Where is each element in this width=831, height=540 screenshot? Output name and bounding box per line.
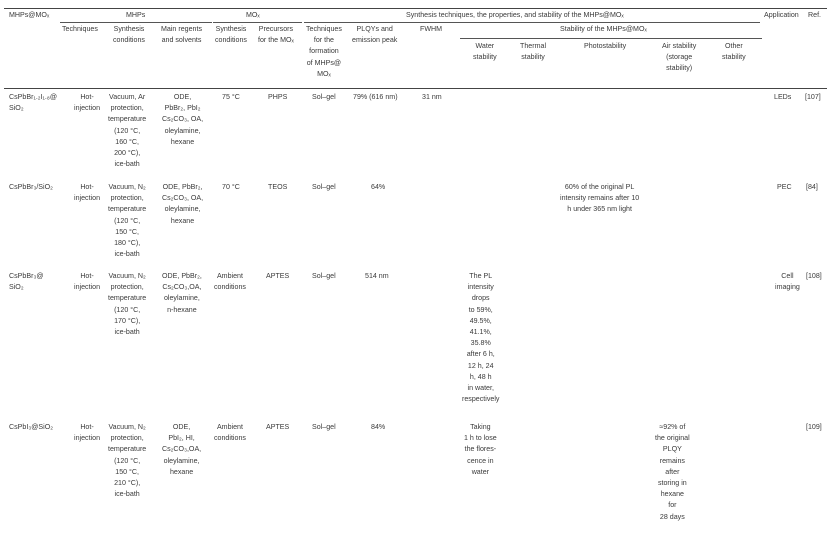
- header-formation-techniques: Techniques for the formation of MHPs@ MOₓ: [306, 25, 342, 78]
- header-photostability: Photostability: [584, 42, 627, 50]
- row-1-fwhm: 31 nm: [422, 93, 442, 101]
- row-1-technique: Hot- injection: [74, 93, 101, 113]
- row-2-mox-conditions: 70 °C: [222, 183, 240, 191]
- row-3-mox-conditions: Ambient conditions: [214, 272, 246, 292]
- row-4-precursor: APTES: [266, 423, 290, 431]
- row-1-conditions: Vacuum, Ar protection, temperature (120 °C, 160 °C, 200 °C), ice-bath: [108, 93, 147, 169]
- row-1-formation: Sol–gel: [312, 93, 336, 101]
- row-1-mox-conditions: 75 °C: [222, 93, 240, 101]
- row-3-conditions: Vacuum, N₂ protection, temperature (120 °C, 170 °C), ice-bath: [108, 272, 147, 337]
- row-3-ref: [108]: [806, 272, 822, 280]
- header-plqys: PLQYs and emission peak: [352, 25, 398, 45]
- row-3-composite: CsPbBr₃@ SiO₂: [9, 272, 44, 292]
- row-1-composite: CsPbBr₁.₂I₁.₈@ SiO₂: [9, 93, 58, 113]
- row-4-technique: Hot- injection: [74, 423, 101, 443]
- row-2-formation: Sol–gel: [312, 183, 336, 191]
- group-rule-mox: [213, 22, 302, 23]
- header-techniques: Techniques: [62, 25, 98, 33]
- header-air-stability: Air stability (storage stability): [662, 42, 697, 73]
- row-2-composite: CsPbBr₃/SiO₂: [9, 183, 53, 191]
- row-3-precursor: APTES: [266, 272, 290, 280]
- header-main-regents: Main regents and solvents: [161, 25, 203, 45]
- row-3-formation: Sol–gel: [312, 272, 336, 280]
- row-4-ref: [109]: [806, 423, 822, 431]
- row-4-water-stability: Taking 1 h to lose the flores- cence in water: [464, 423, 497, 476]
- header-mhps: MHPs: [126, 11, 146, 19]
- row-4-composite: CsPbI₃@SiO₂: [9, 423, 53, 431]
- row-1-ref: [107]: [805, 93, 821, 101]
- row-2-ref: [84]: [806, 183, 818, 191]
- row-2-conditions: Vacuum, N₂ protection, temperature (120 °C, 150 °C, 180 °C), ice-bath: [108, 183, 147, 259]
- header-composite: MHPs@MOₓ: [9, 11, 50, 19]
- row-3-plqy: 514 nm: [365, 272, 389, 280]
- row-2-technique: Hot- injection: [74, 183, 101, 203]
- header-fwhm: FWHM: [420, 25, 443, 33]
- row-2-regents: ODE, PbBr₂, Cs₂CO₃, OA, oleylamine, hexane: [162, 183, 204, 225]
- header-ref: Ref.: [808, 11, 822, 19]
- group-rule-stability: [460, 38, 762, 39]
- group-rule-synthesis: [304, 22, 760, 23]
- group-rule-mhps: [60, 22, 212, 23]
- header-synthesis-conditions: Synthesis conditions: [113, 25, 145, 45]
- header-water-stability: Water stability: [473, 42, 497, 62]
- row-4-formation: Sol–gel: [312, 423, 336, 431]
- row-2-application: PEC: [777, 183, 792, 191]
- row-4-conditions: Vacuum, N₂ protection, temperature (120 °C, 150 °C, 210 °C), ice-bath: [108, 423, 147, 499]
- header-mox-synthesis-conditions: Synthesis conditions: [215, 25, 247, 45]
- header-other-stability: Other stability: [722, 42, 746, 62]
- row-1-plqy: 79% (616 nm): [353, 93, 398, 101]
- row-1-regents: ODE, PbBr₂, PbI₂ Cs₂CO₃, OA, oleylamine, hexane: [162, 93, 204, 146]
- row-2-photostability: 60% of the original PL intensity remains after 10 h under 365 nm light: [560, 183, 640, 214]
- row-1-application: LEDs: [774, 93, 792, 101]
- header-stability-group: Stability of the MHPs@MOₓ: [560, 25, 647, 33]
- row-3-technique: Hot- injection: [74, 272, 101, 292]
- row-4-mox-conditions: Ambient conditions: [214, 423, 246, 443]
- row-4-plqy: 84%: [371, 423, 386, 431]
- row-4-air-stability: ≈92% of the original PLQY remains after storing in hexane for 28 days: [655, 423, 690, 521]
- header-synthesis: Synthesis techniques, the properties, and stability of the MHPs@MOₓ: [406, 11, 624, 19]
- row-3-regents: ODE, PbBr₂, Cs₂CO₃,OA, oleylamine, n-hexane: [162, 272, 202, 314]
- row-2-precursor: TEOS: [268, 183, 288, 191]
- row-1-precursor: PHPS: [268, 93, 288, 101]
- top-rule: [4, 8, 827, 9]
- header-mox: MOₓ: [246, 11, 260, 19]
- row-3-water-stability: The PL intensity drops to 59%, 49.5%, 41.1%, 35.8% after 6 h, 12 h, 24 h, 48 h in water, respectively: [462, 272, 500, 404]
- header-bottom-rule: [4, 88, 827, 89]
- row-2-plqy: 64%: [371, 183, 386, 191]
- row-3-application: Cell imaging: [775, 272, 800, 292]
- header-application: Application: [764, 11, 799, 19]
- row-4-regents: ODE, PbI₂, HI, Cs₂CO₃,OA, oleylamine, hexane: [162, 423, 202, 476]
- header-thermal-stability: Thermal stability: [520, 42, 547, 62]
- header-precursors: Precursors for the MOₓ: [258, 25, 294, 45]
